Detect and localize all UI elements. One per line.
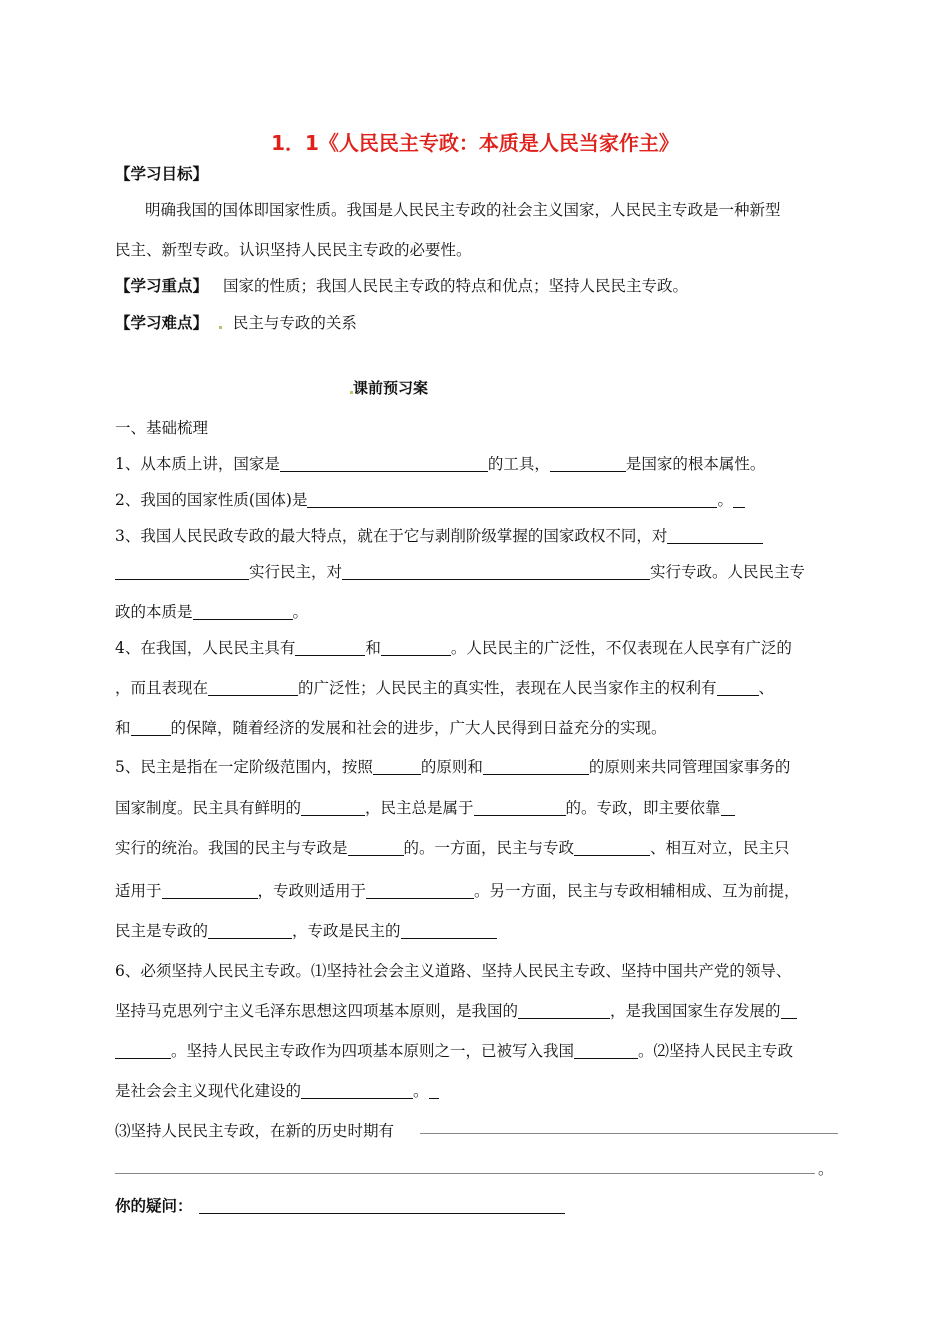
- preview-heading: 课前预习案: [350, 377, 428, 398]
- difficulty-label: 【学习难点】: [115, 314, 209, 332]
- answer-blank[interactable]: [301, 1082, 413, 1099]
- answer-blank[interactable]: [483, 758, 589, 775]
- question-5-line-3: 实行的统治。我国的民主与专政是 的。一方面，民主与专政 、相互对立，民主只: [115, 839, 790, 857]
- answer-blank[interactable]: [550, 455, 626, 472]
- your-question-blank[interactable]: [199, 1197, 565, 1214]
- section-heading: 一、基础梳理: [115, 419, 209, 437]
- question-1: 1、从本质上讲，国家是 的工具， 是国家的根本属性。: [115, 455, 766, 473]
- focus-text: 国家的性质；我国人民民主专政的特点和优点；坚持人民民主专政。: [222, 277, 688, 295]
- focus-row: [115, 275, 688, 297]
- answer-blank[interactable]: [518, 1002, 610, 1019]
- question-5-line-5: 民主是专政的 ，专政是民主的: [115, 920, 497, 942]
- your-question-label: 你的疑问：: [115, 1197, 193, 1215]
- answer-line[interactable]: [115, 1173, 815, 1174]
- mark-dot: [219, 326, 222, 329]
- question-5-line-2: 国家制度。民主具有鲜明的 ，民主总是属于 的。专政，即主要依靠: [115, 797, 735, 819]
- goals-label: 【学习目标】: [115, 165, 209, 183]
- question-5-line-1: 5、民主是指在一定阶级范围内，按照 的原则和 的原则来共同管理国家事务的: [115, 758, 791, 776]
- answer-blank[interactable]: [208, 922, 292, 939]
- question-3-line-2: 实行民主，对 实行专政。人民民主专: [115, 561, 805, 583]
- answer-blank[interactable]: [574, 839, 650, 856]
- answer-blank[interactable]: [307, 491, 717, 508]
- answer-blank[interactable]: [301, 799, 365, 816]
- goals-line-2: 民主、新型专政。认识坚持人民民主专政的必要性。: [115, 241, 472, 259]
- question-6-line-1: 6、必须坚持人民民主专政。⑴坚持社会会主义道路、坚持人民民主专政、坚持中国共产党的领导、: [115, 962, 792, 980]
- question-6-line-3: 。坚持人民民主专政作为四项基本原则之一，已被写入我国 。⑵坚持人民民主专政: [115, 1040, 793, 1062]
- answer-blank[interactable]: [401, 922, 497, 939]
- answer-blank[interactable]: [733, 491, 745, 508]
- page-title: 1．1《人民民主专政：本质是人民当家作主》: [271, 131, 679, 155]
- answer-blank[interactable]: [781, 1002, 797, 1019]
- answer-blank[interactable]: [193, 603, 293, 620]
- answer-blank[interactable]: [115, 1042, 171, 1059]
- question-6-line-4: 是社会会主义现代化建设的 。: [115, 1080, 439, 1102]
- focus-label: 【学习重点】: [115, 277, 209, 295]
- answer-blank[interactable]: [474, 799, 566, 816]
- answer-blank[interactable]: [115, 563, 249, 580]
- question-6-line-5: ⑶坚持人民民主专政，在新的历史时期有: [115, 1122, 395, 1140]
- answer-blank[interactable]: [373, 758, 421, 775]
- answer-blank[interactable]: [429, 1082, 439, 1099]
- answer-blank[interactable]: [280, 455, 488, 472]
- difficulty-row: [115, 312, 357, 334]
- question-3-line-3: 政的本质是 。: [115, 603, 309, 621]
- answer-blank[interactable]: [574, 1042, 638, 1059]
- answer-blank[interactable]: [721, 799, 735, 816]
- answer-blank[interactable]: [381, 639, 451, 656]
- your-question-row: [115, 1195, 565, 1217]
- question-4-line-3: 和 的保障，随着经济的发展和社会的进步，广大人民得到日益充分的实现。: [115, 719, 667, 737]
- question-5-line-4: 适用于 ，专政则适用于 。另一方面，民主与专政相辅相成、互为前提，: [115, 882, 800, 900]
- question-4-line-1: 4、在我国，人民民主具有 和 。人民民主的广泛性，不仅表现在人民享有广泛的: [115, 639, 792, 657]
- answer-blank[interactable]: [348, 839, 404, 856]
- answer-blank[interactable]: [162, 882, 258, 899]
- difficulty-text: 民主与专政的关系: [232, 314, 357, 332]
- question-2: 2、我国的国家性质(国体)是 。: [115, 489, 745, 511]
- answer-blank[interactable]: [295, 639, 365, 656]
- answer-line[interactable]: [420, 1133, 838, 1134]
- answer-blank[interactable]: [667, 527, 763, 544]
- answer-blank[interactable]: [131, 719, 171, 736]
- question-3-line-1: 3、我国人民民政专政的最大特点，就在于它与剥削阶级掌握的国家政权不同，对: [115, 525, 763, 547]
- question-6-line-2: 坚持马克思列宁主义毛泽东思想这四项基本原则，是我国的 ，是我国国家生存发展的: [115, 1000, 797, 1022]
- answer-blank[interactable]: [366, 882, 474, 899]
- goals-line-1: 明确我国的国体即国家性质。我国是人民民主专政的社会主义国家，人民民主专政是一种新型: [145, 201, 781, 219]
- question-6-end: 。: [818, 1160, 834, 1178]
- answer-blank[interactable]: [208, 679, 298, 696]
- question-4-line-2: ，而且表现在 的广泛性；人民民主的真实性，表现在人民当家作主的权利有 、: [115, 679, 775, 697]
- answer-blank[interactable]: [342, 563, 650, 580]
- answer-blank[interactable]: [717, 679, 759, 696]
